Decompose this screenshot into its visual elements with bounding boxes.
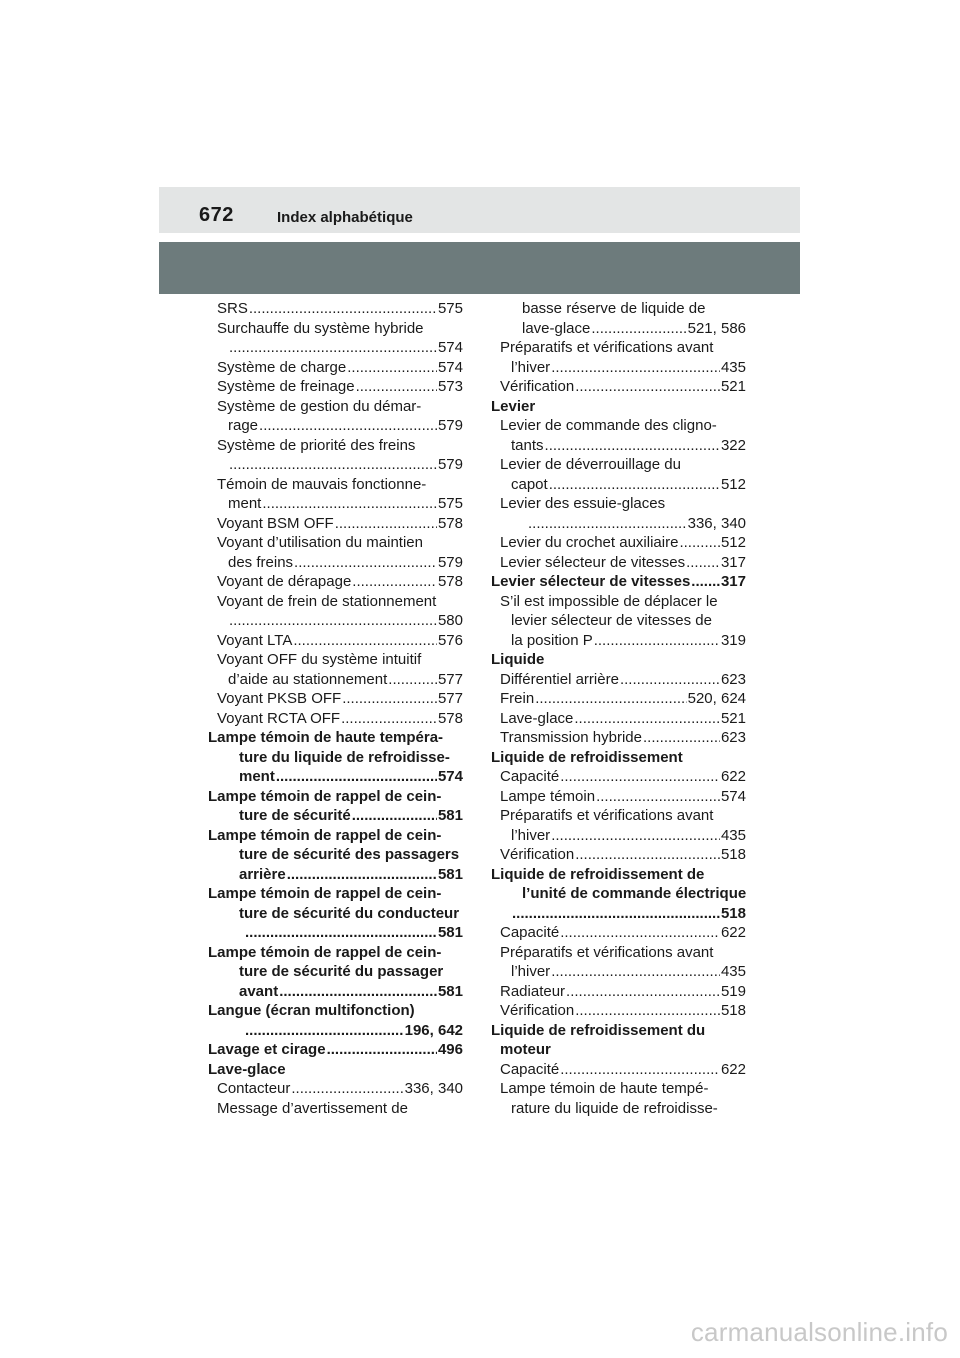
index-entry: [208, 748, 463, 768]
dot-leader: [620, 670, 720, 690]
index-entry: [491, 299, 746, 319]
dot-leader: [512, 904, 720, 924]
index-entry: [491, 1079, 746, 1099]
index-entry: [208, 1060, 463, 1080]
index-entry: [208, 319, 463, 339]
index-entry-text: arrière: [239, 865, 286, 883]
index-entry-page[interactable]: 574: [437, 339, 463, 356]
dot-leader: [686, 553, 720, 573]
index-entry: [208, 338, 463, 358]
index-entry-text: Levier du crochet auxiliaire: [500, 534, 679, 551]
dot-leader: [551, 826, 720, 846]
page-number: 672: [199, 204, 234, 226]
index-entry-page[interactable]: 520, 624: [687, 690, 746, 707]
index-entry-text: avant: [239, 982, 279, 1000]
index-entry-text: rature du liquide de refroidisse-: [511, 1099, 718, 1117]
dot-leader: [294, 553, 437, 573]
index-entry-text: Différentiel arrière: [500, 670, 619, 688]
index-entry: [491, 514, 746, 534]
dot-leader: [594, 631, 720, 651]
index-entry: [208, 475, 463, 495]
index-entry-text: l’hiver: [511, 963, 551, 980]
index-entry-text: Voyant LTA: [217, 631, 293, 649]
index-entry: [491, 592, 746, 612]
index-entry-page[interactable]: 573: [437, 378, 463, 395]
index-entry: [491, 1099, 746, 1119]
index-entry-text: Liquide de refroidissement du: [491, 1021, 706, 1039]
index-entry-text: l’unité de commande électrique: [522, 885, 747, 902]
index-entry-page[interactable]: 319: [720, 631, 746, 649]
index-entry-page[interactable]: 518: [720, 846, 746, 863]
index-entry: [491, 416, 746, 436]
dot-leader: [335, 514, 437, 534]
index-entry: [208, 533, 463, 553]
dot-leader: [229, 611, 437, 631]
index-entry-text: Vérification: [500, 1002, 575, 1019]
index-entry-text: Liquide de refroidissement de: [491, 865, 705, 883]
index-entry: [208, 689, 463, 709]
dot-leader: [352, 806, 437, 826]
index-entry-text: Système de freinage: [217, 378, 355, 395]
dot-leader: [245, 923, 437, 943]
index-entry-text: rage: [228, 417, 259, 434]
index-entry: [208, 514, 463, 534]
index-entry: [208, 923, 463, 943]
dot-leader: [643, 728, 720, 748]
index-entry: [491, 670, 746, 690]
index-entry-text: Frein: [500, 690, 535, 707]
index-entry: [208, 767, 463, 787]
index-entry-text: Préparatifs et vérifications avant: [500, 339, 714, 356]
index-entry-text: SRS: [217, 300, 248, 317]
index-entry-text: Contacteur: [217, 1080, 291, 1097]
index-entry-text: Transmission hybride: [500, 729, 642, 746]
dot-leader: [229, 338, 437, 358]
index-entry: [208, 1001, 463, 1021]
index-entry-text: Levier de déverrouillage du: [500, 456, 681, 473]
index-entry-text: Message d’avertissement de: [217, 1099, 408, 1117]
index-entry-page[interactable]: 519: [720, 982, 746, 1000]
index-entry-page[interactable]: 521: [720, 378, 746, 395]
index-entry-page[interactable]: 196, 642: [404, 1021, 463, 1039]
index-entry-page[interactable]: 435: [720, 826, 746, 844]
index-entry-text: Préparatifs et vérifications avant: [500, 943, 714, 961]
index-entry-text: Capacité: [500, 768, 560, 785]
index-entry: [491, 845, 746, 865]
index-entry-text: la position P: [511, 631, 593, 649]
index-entry-text: Lampe témoin: [500, 787, 596, 805]
dot-leader: [352, 572, 437, 592]
index-entry-text: Liquide de refroidissement: [491, 748, 683, 766]
index-entry-text: levier sélecteur de vitesses de: [511, 612, 712, 629]
index-entry-page[interactable]: 580: [437, 612, 463, 629]
index-entry: [491, 1001, 746, 1021]
index-entry-text: Lavage et cirage: [208, 1041, 326, 1058]
dot-leader: [551, 962, 720, 982]
index-entry: [208, 1040, 463, 1060]
index-entry: [491, 553, 746, 573]
index-entry-page[interactable]: 575: [437, 495, 463, 512]
index-entry-page[interactable]: 512: [720, 475, 746, 493]
index-entry: [491, 767, 746, 787]
index-entry-page[interactable]: 574: [437, 358, 463, 376]
index-entry-text: ture de sécurité des passagers: [239, 846, 460, 863]
index-column-right: [491, 299, 746, 1118]
index-entry-text: tants: [511, 436, 544, 454]
index-entry: [491, 943, 746, 963]
dot-leader: [575, 377, 720, 397]
index-entry-text: Surchauffe du système hybride: [217, 319, 424, 337]
index-entry: [208, 670, 463, 690]
index-entry-text: Témoin de mauvais fonctionne-: [217, 475, 427, 493]
index-entry-text: Voyant PKSB OFF: [217, 690, 342, 707]
index-entry-text: Système de gestion du démar-: [217, 397, 422, 415]
dot-leader: [535, 689, 686, 709]
index-entry-page[interactable]: 574: [720, 787, 746, 805]
dot-leader: [347, 358, 437, 378]
dot-leader: [545, 436, 720, 456]
index-entry: [208, 494, 463, 514]
dot-leader: [574, 709, 720, 729]
dot-leader: [566, 982, 720, 1002]
index-entry-page[interactable]: 622: [720, 1060, 746, 1078]
index-entry: [208, 865, 463, 885]
dot-leader: [528, 514, 687, 534]
index-entry-page[interactable]: 322: [720, 436, 746, 454]
index-entry: [491, 865, 746, 885]
dot-leader: [276, 767, 437, 787]
index-entry: [208, 943, 463, 963]
index-entry: [491, 826, 746, 846]
index-entry: [491, 533, 746, 553]
dot-leader: [575, 845, 720, 865]
index-entry: [208, 884, 463, 904]
index-entry: [491, 748, 746, 768]
index-entry: [491, 728, 746, 748]
index-entry: [491, 377, 746, 397]
index-entry-page[interactable]: 521: [720, 709, 746, 727]
index-entry-page[interactable]: 581: [437, 924, 463, 941]
index-entry-text: capot: [511, 475, 548, 493]
index-entry-text: Voyant RCTA OFF: [217, 709, 341, 727]
index-entry-text: Système de priorité des freins: [217, 436, 416, 454]
index-entry-text: S’il est impossible de déplacer le: [500, 592, 718, 610]
index-entry-page[interactable]: 623: [720, 729, 746, 746]
dot-leader: [679, 533, 720, 553]
index-entry: [491, 884, 746, 904]
index-entry-text: moteur: [500, 1041, 551, 1058]
dot-leader: [293, 631, 437, 651]
index-entry: [491, 572, 746, 592]
index-entry: [208, 982, 463, 1002]
index-entry: [491, 923, 746, 943]
index-entry: [491, 319, 746, 339]
index-entry-text: Liquide: [491, 651, 545, 668]
index-entry: [491, 397, 746, 417]
index-entry-text: Voyant de frein de stationnement: [217, 592, 437, 610]
index-entry: [491, 787, 746, 807]
dot-leader: [560, 1060, 720, 1080]
index-entry: [208, 611, 463, 631]
index-entry-page[interactable]: 435: [720, 963, 746, 980]
index-entry: [491, 982, 746, 1002]
dot-leader: [356, 377, 437, 397]
index-entry-page[interactable]: 581: [437, 982, 463, 1000]
index-entry-text: Levier des essuie-glaces: [500, 495, 666, 512]
index-entry-page[interactable]: 317: [720, 553, 746, 571]
index-entry: [208, 358, 463, 378]
index-entry: [491, 806, 746, 826]
index-entry-text: Radiateur: [500, 982, 566, 1000]
index-entry-page[interactable]: 512: [720, 534, 746, 551]
dot-leader: [560, 767, 720, 787]
index-entry: [208, 709, 463, 729]
dot-leader: [591, 319, 686, 339]
index-entry: [208, 377, 463, 397]
index-entry: [208, 904, 463, 924]
index-entry-page[interactable]: 578: [437, 573, 463, 590]
dot-leader: [249, 299, 437, 319]
index-entry-text: Système de charge: [217, 358, 347, 376]
index-entry-text: Lampe témoin de rappel de cein-: [208, 826, 442, 844]
index-entry: [491, 358, 746, 378]
index-entry: [208, 806, 463, 826]
index-entry-page[interactable]: 581: [437, 865, 463, 883]
index-entry: [491, 631, 746, 651]
index-entry: [208, 416, 463, 436]
index-entry-text: l’hiver: [511, 358, 551, 376]
index-entry-text: Lampe témoin de rappel de cein-: [208, 787, 442, 805]
index-entry: [208, 1079, 463, 1099]
dot-leader: [596, 787, 720, 807]
index-entry: [491, 1021, 746, 1041]
index-entry: [208, 631, 463, 651]
index-entry: [491, 962, 746, 982]
dot-leader: [291, 1079, 403, 1099]
index-entry-page[interactable]: 579: [437, 456, 463, 473]
index-entry-text: Lave-glace: [208, 1060, 286, 1078]
index-entry-page[interactable]: 435: [720, 358, 746, 376]
index-entry-text: Capacité: [500, 924, 560, 941]
index-entry-page[interactable]: 496: [437, 1041, 463, 1058]
index-entry: [208, 572, 463, 592]
index-entry-text: lave-glace: [522, 319, 591, 337]
index-entry: [208, 962, 463, 982]
dot-leader: [388, 670, 437, 690]
index-entry-text: Préparatifs et vérifications avant: [500, 807, 714, 824]
index-entry: [491, 338, 746, 358]
index-entry-text: Lampe témoin de haute tempé-: [500, 1080, 709, 1097]
index-entry-page[interactable]: 578: [437, 514, 463, 532]
index-entry-page[interactable]: 581: [437, 807, 463, 824]
index-entry-page[interactable]: 577: [437, 690, 463, 707]
index-entry-page[interactable]: 578: [437, 709, 463, 727]
index-entry-text: Vérification: [500, 378, 575, 395]
dot-leader: [549, 475, 720, 495]
index-entry-text: ment: [239, 768, 275, 785]
index-entry-page[interactable]: 574: [437, 768, 463, 785]
index-entry-text: Langue (écran multifonction): [208, 1002, 415, 1019]
index-entry: [208, 787, 463, 807]
index-entry: [491, 1060, 746, 1080]
index-entry-text: ment: [228, 495, 262, 512]
index-entry-page[interactable]: 336, 340: [687, 514, 746, 532]
index-entry-text: Levier sélecteur de vitesses: [491, 573, 691, 590]
index-entry-page[interactable]: 579: [437, 417, 463, 434]
index-entry: [208, 1099, 463, 1119]
index-column-left: [208, 299, 463, 1118]
dot-leader: [229, 455, 437, 475]
dot-leader: [279, 982, 437, 1002]
dot-leader: [341, 709, 437, 729]
index-entry-page[interactable]: 521, 586: [687, 319, 746, 337]
index-entry-text: basse réserve de liquide de: [522, 300, 706, 317]
index-entry: [491, 904, 746, 924]
index-entry-page[interactable]: 575: [437, 300, 463, 317]
index-entry: [208, 397, 463, 417]
index-entry-page[interactable]: 623: [720, 670, 746, 688]
index-entry: [491, 494, 746, 514]
index-entry-text: Voyant d’utilisation du maintien: [217, 534, 423, 551]
index-entry: [491, 1040, 746, 1060]
index-entry: [208, 436, 463, 456]
index-entry: [491, 689, 746, 709]
dot-leader: [575, 1001, 720, 1021]
index-entry: [208, 845, 463, 865]
index-entry: [491, 436, 746, 456]
index-entry-page[interactable]: 518: [720, 1002, 746, 1019]
index-entry: [208, 650, 463, 670]
index-entry: [491, 611, 746, 631]
index-entry-page[interactable]: 317: [720, 573, 746, 590]
index-entry-page[interactable]: 577: [437, 670, 463, 688]
index-entry-text: ture de sécurité: [239, 807, 351, 824]
index-entry-text: Voyant BSM OFF: [217, 514, 334, 532]
header-bar: [159, 187, 800, 233]
dot-leader: [691, 572, 720, 592]
index-entry-page[interactable]: 336, 340: [404, 1080, 463, 1097]
index-entry-text: Levier de commande des cligno-: [500, 417, 717, 434]
index-entry-text: Capacité: [500, 1060, 560, 1078]
index-entry: [491, 650, 746, 670]
index-entry: [208, 455, 463, 475]
index-entry-text: Voyant de dérapage: [217, 573, 352, 590]
dot-leader: [262, 494, 437, 514]
index-entry-page[interactable]: 622: [720, 768, 746, 785]
watermark: carmanualsonline.info: [690, 1317, 948, 1347]
index-entry: [208, 826, 463, 846]
dot-leader: [551, 358, 720, 378]
index-entry-text: ture du liquide de refroidisse-: [239, 748, 450, 766]
index-entry-text: Lave-glace: [500, 709, 574, 727]
index-entry: [208, 728, 463, 748]
index-entry-text: Lampe témoin de rappel de cein-: [208, 885, 442, 902]
index-entry-text: ture de sécurité du passager: [239, 963, 444, 980]
dot-leader: [327, 1040, 437, 1060]
index-entry: [491, 475, 746, 495]
index-entry-page[interactable]: 622: [720, 924, 746, 941]
section-band: [159, 242, 800, 294]
index-entry-text: Levier: [491, 397, 536, 415]
index-entry: [491, 455, 746, 475]
index-entry: [491, 709, 746, 729]
dot-leader: [259, 416, 437, 436]
index-entry-text: ture de sécurité du conducteur: [239, 904, 460, 922]
page-title: Index alphabétique: [277, 209, 413, 226]
index-entry-text: Vérification: [500, 846, 575, 863]
index-entry: [208, 553, 463, 573]
index-entry-text: l’hiver: [511, 826, 551, 844]
dot-leader: [245, 1021, 404, 1041]
dot-leader: [560, 923, 720, 943]
index-entry-page[interactable]: 579: [437, 553, 463, 571]
index-entry-text: d’aide au stationnement: [228, 670, 388, 688]
index-entry: [208, 1021, 463, 1041]
index-entry-text: des freins: [228, 553, 294, 571]
index-entry-text: Lampe témoin de rappel de cein-: [208, 943, 442, 961]
dot-leader: [287, 865, 437, 885]
index-entry: [208, 299, 463, 319]
index-entry-text: Levier sélecteur de vitesses: [500, 553, 686, 571]
index-entry-page[interactable]: 576: [437, 631, 463, 649]
index-entry-page[interactable]: 518: [720, 904, 746, 922]
index-entry-text: Lampe témoin de haute tempéra-: [208, 729, 444, 746]
index-entry: [208, 592, 463, 612]
index-entry-text: Voyant OFF du système intuitif: [217, 651, 422, 668]
dot-leader: [342, 689, 437, 709]
